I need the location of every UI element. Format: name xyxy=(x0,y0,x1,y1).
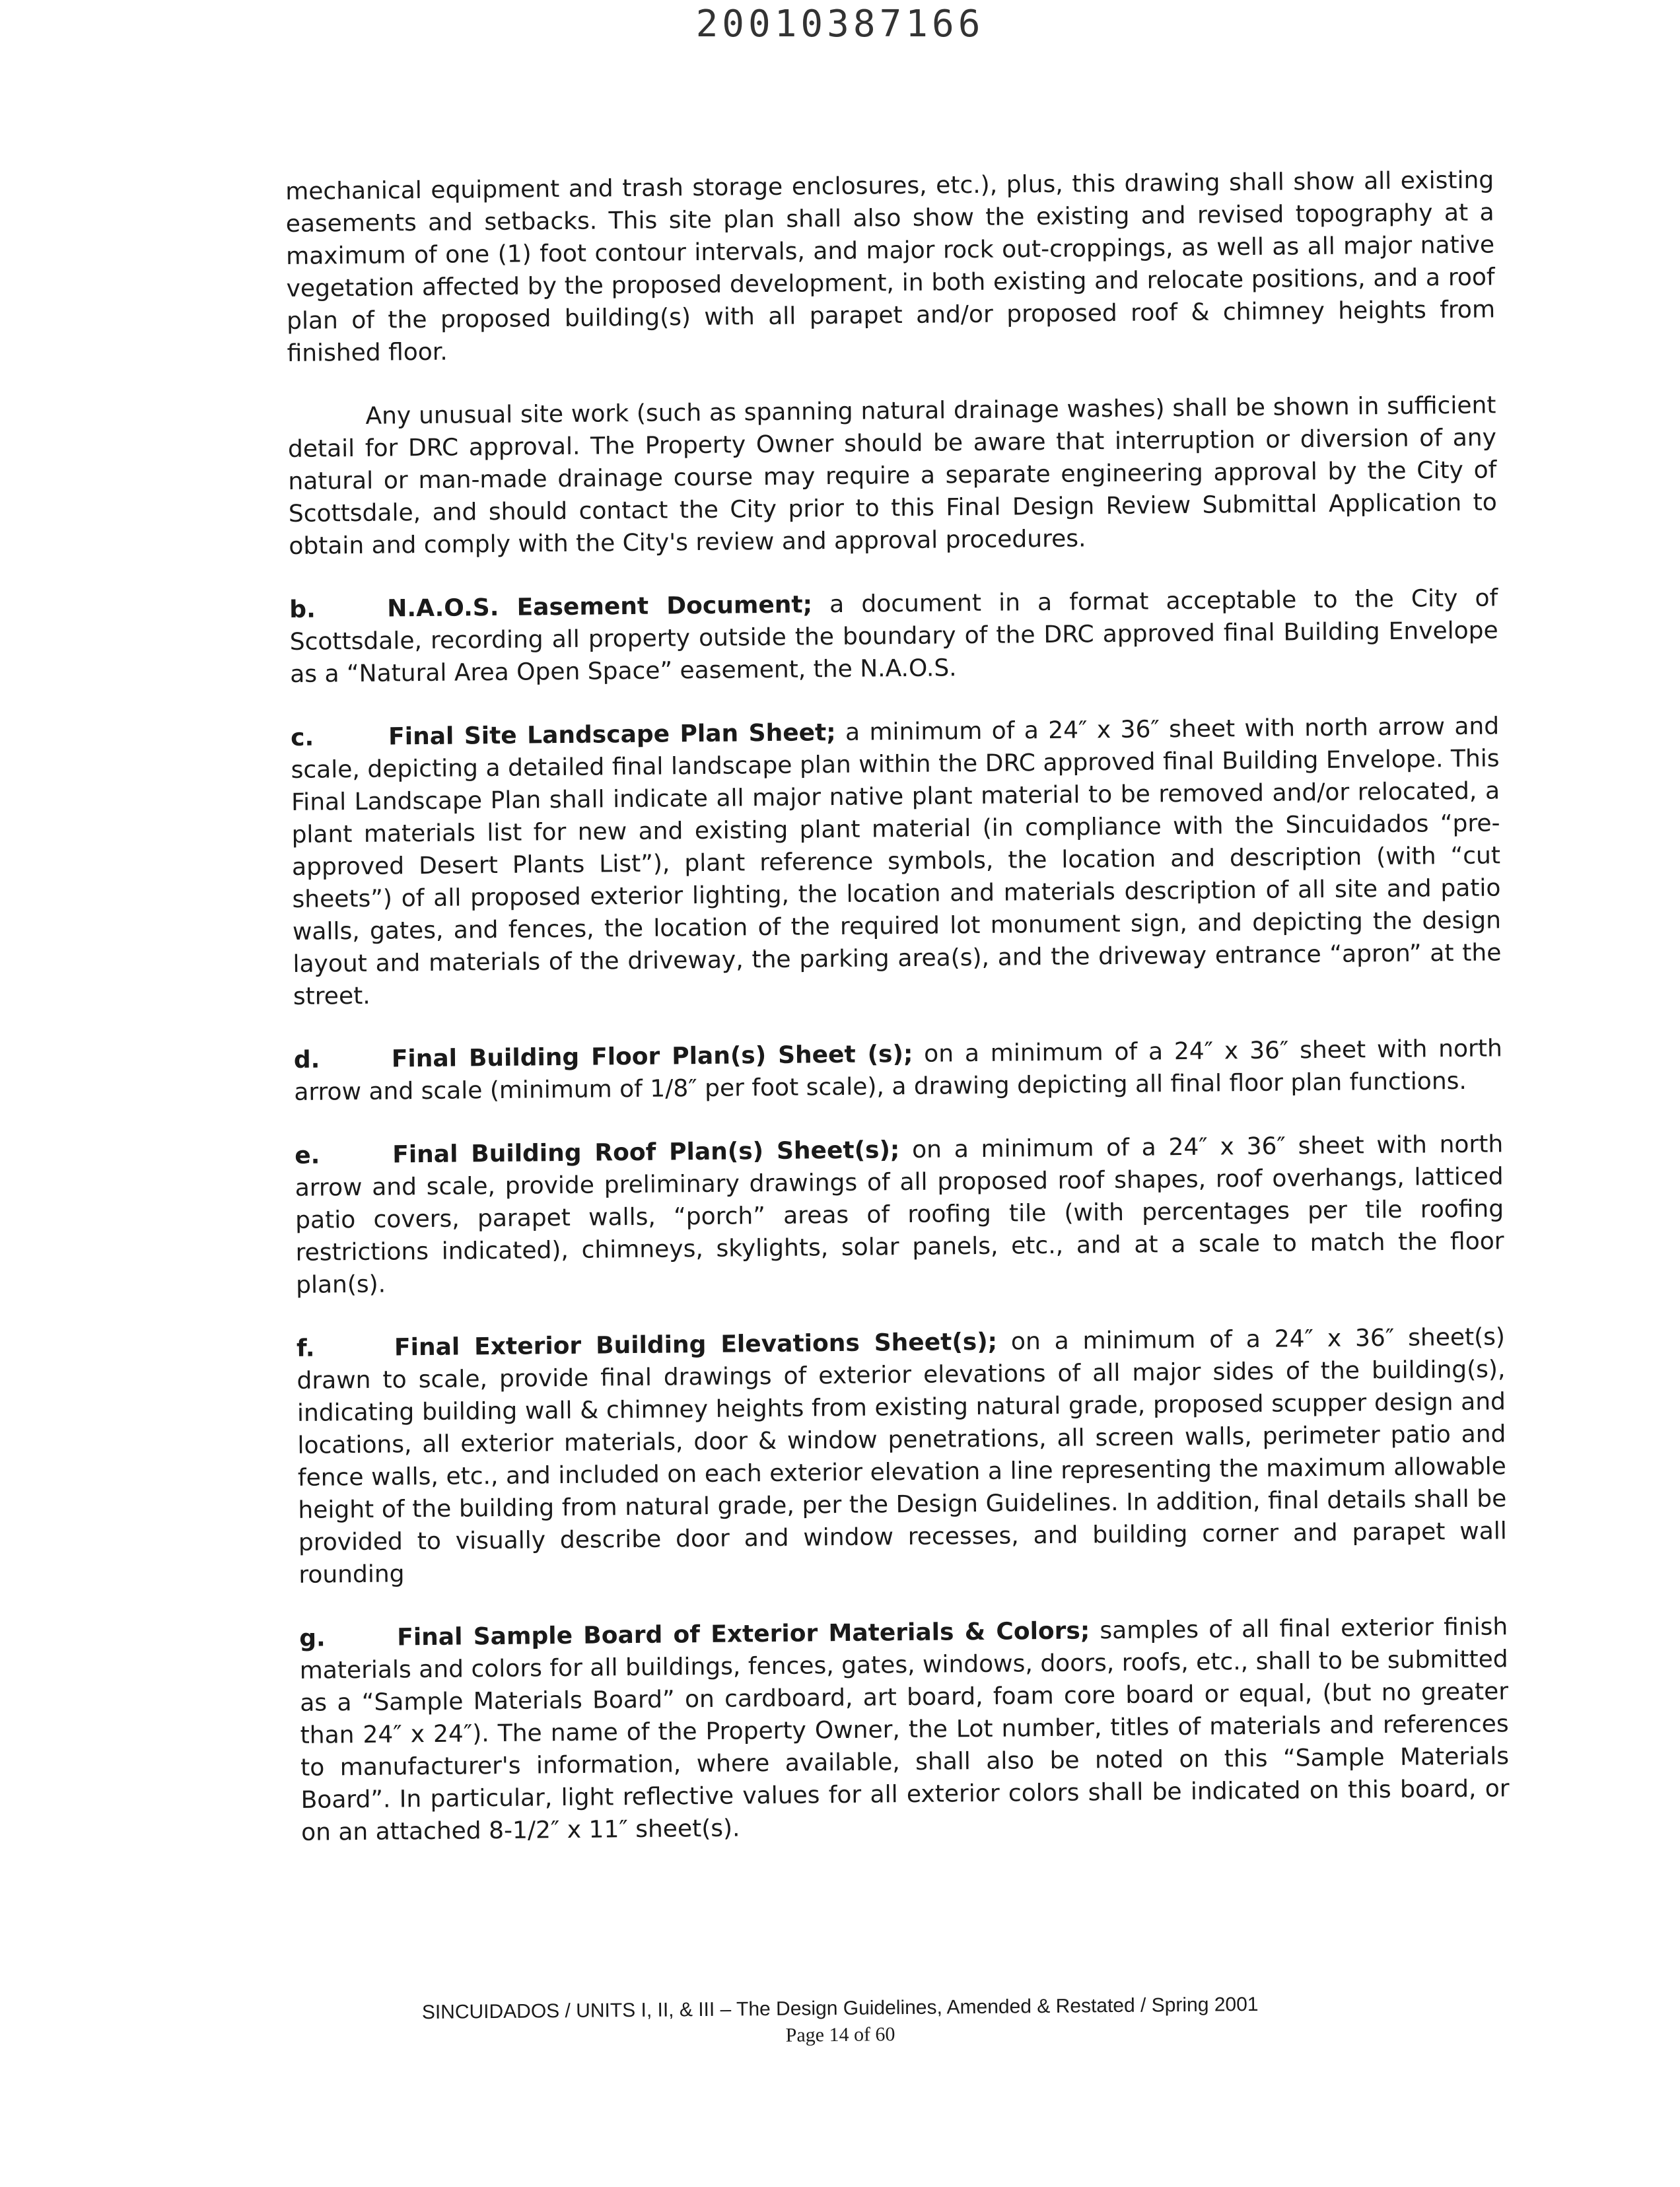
paragraph-site-plan-continued: mechanical equipment and trash storage enclosures, etc.), plus, this drawing shall show all existing easements and setbacks. This site plan shall also show the existing and revised topography at a maximum of one (1) foot contour intervals, and major rock out-croppings, as well as all major native vegetation affected by the proposed development, in both existing and relocate positions, and a roof plan of the proposed building(s) with all parapet and/or proposed roof & chimney heights from finished floor. xyxy=(285,166,1496,367)
document-body xyxy=(285,164,1510,1879)
item-text: a minimum of a 24″ x 36″ sheet with north arrow and scale, depicting a detailed final landscape plan within the DRC approved final Building Envelope. This Final Landscape Plan shall indicate all major native plant material to be removed and/or relocated, a plant materials list for new and existing plant material (in compliance with the Sincuidados “pre-approved Desert Plants List”), plant reference symbols, the location and description (with “cut sheets”) of all proposed exterior lighting, the location and materials description of all site and patio walls, gates, and fences, the location of the required lot monument sign, and depicting the design layout and materials of the driveway, the parking area(s), and the driveway entrance “apron” at the street. xyxy=(291,712,1502,1010)
item-text: a document in a format acceptable to the City of Scottsdale, recording all property outside the boundary of the DRC approved final Building Envelope as a “Natural Area Open Space” easement, the N.A.O.S. xyxy=(289,584,1498,688)
document-number: 20010387166 xyxy=(695,3,985,46)
item-title: Final Sample Board of Exterior Materials & Colors; xyxy=(397,1617,1090,1651)
list-item-roof-plan xyxy=(295,1128,1504,1302)
item-letter: e. xyxy=(295,1142,320,1169)
item-text: on a minimum of a 24″ x 36″ sheet with north arrow and scale, provide preliminary drawings of all proposed roof shapes, roof overhangs, latticed patio covers, parapet walls, “porch” areas of roofing tile (with percentages per tile roofing restrictions indicated), chimneys, skylights, solar panels, etc., and at a scale to match the floor plan(s). xyxy=(295,1130,1504,1299)
item-letter: b. xyxy=(289,596,316,623)
paragraph-unusual-site-work: Any unusual site work (such as spanning natural drainage washes) shall be shown in sufficient detail for DRC approval. The Property Owner should be aware that interruption or diversion of any natural or man-made drainage course may require a separate engineering approval by the City of Scottsdale, and should contact the City prior to this Final Design Review Submittal Application to obtain and comply with the City's review and approval procedures. xyxy=(287,392,1498,560)
item-title: Final Site Landscape Plan Sheet; xyxy=(388,719,836,751)
list-item-naos-easement xyxy=(289,582,1498,691)
item-letter: c. xyxy=(290,724,314,751)
item-letter: d. xyxy=(293,1046,320,1074)
item-text: samples of all final exterior finish materials and colors for all buildings, fences, gates, windows, doors, roofs, etc., shall to be submitted as a “Sample Materials Board” on cardboard, art board, foam core board or equal, (but no greater than 24″ x 24″). The name of the Property Owner, the Lot number, titles of materials and references to manufacturer's information, where available, shall also be noted on this “Sample Materials Board”. In particular, light reflective values for all exterior colors shall be indicated on this board, or on an attached 8-1/2″ x 11″ sheet(s). xyxy=(299,1613,1510,1846)
list-item-landscape-plan xyxy=(291,710,1502,1013)
list-item-sample-board xyxy=(299,1611,1510,1849)
item-title: Final Building Roof Plan(s) Sheet(s); xyxy=(392,1136,900,1169)
item-letter: g. xyxy=(299,1624,326,1652)
item-title: Final Exterior Building Elevations Sheet(s); xyxy=(394,1328,998,1362)
footer-title: SINCUIDADOS / UNITS I, II, & III – The Design Guidelines, Amended & Restated / Spring 2001 xyxy=(421,1993,1259,2024)
item-letter: f. xyxy=(296,1335,315,1362)
list-item-elevations xyxy=(297,1321,1508,1591)
item-title: Final Building Floor Plan(s) Sheet (s); xyxy=(391,1040,913,1073)
list-item-floor-plan xyxy=(294,1032,1503,1109)
item-text: on a minimum of a 24″ x 36″ sheet with north arrow and scale (minimum of 1/8″ per foot scale), a drawing depicting all final floor plan functions. xyxy=(294,1035,1502,1106)
page-footer xyxy=(0,1988,1680,2056)
item-title: N.A.O.S. Easement Document; xyxy=(387,591,813,623)
item-text: on a minimum of a 24″ x 36″ sheet(s) drawn to scale, provide final drawings of exterior elevations of all major sides of the building(s), indicating building wall & chimney heights from existing natural grade, proposed scupper design and locations, all exterior materials, door & window penetrations, all screen walls, perimeter patio and fence walls, etc., and included on each exterior elevation a line representing the maximum allowable height of the building from natural grade, per the Design Guidelines. In addition, final details shall be provided to visually describe door and window recesses, and building corner and parapet wall rounding xyxy=(297,1323,1507,1589)
page-number: Page 14 of 60 xyxy=(785,2023,895,2046)
